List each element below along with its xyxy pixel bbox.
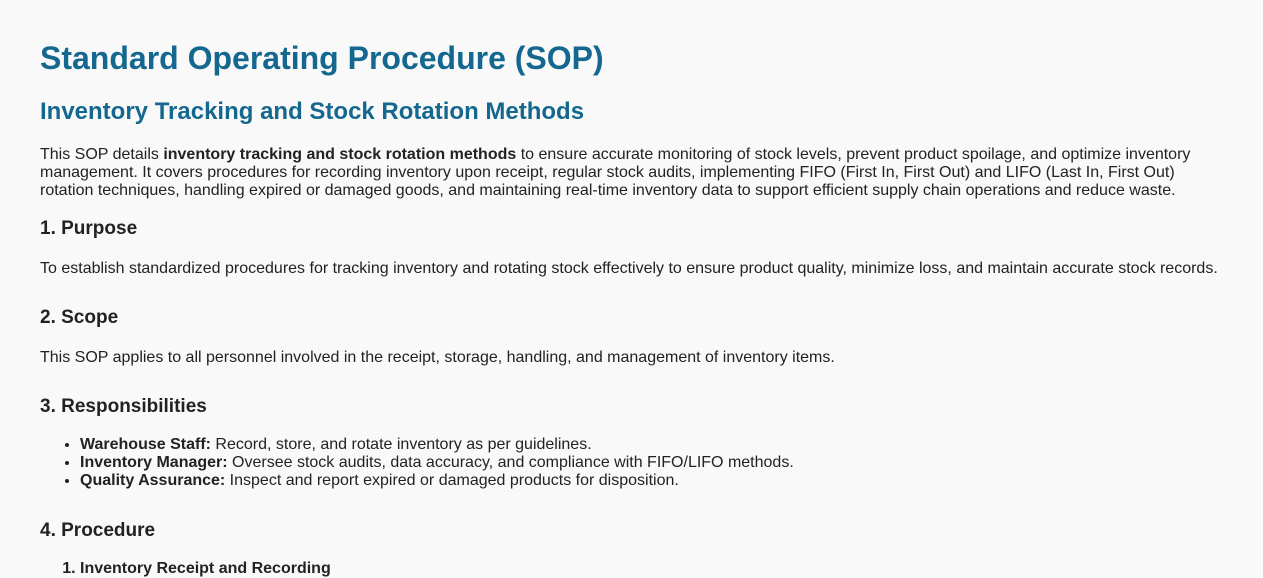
role-label: Warehouse Staff: — [80, 436, 211, 453]
responsibilities-heading: 3. Responsibilities — [40, 396, 207, 417]
list-item — [80, 436, 794, 454]
procedure-heading: 4. Procedure — [40, 520, 156, 541]
role-label: Inventory Manager: — [80, 454, 228, 471]
role-description: Record, store, and rotate inventory as per guidelines. — [210, 436, 592, 453]
intro-prefix: This SOP details — [40, 146, 164, 163]
role-description: Oversee stock audits, data accuracy, and compliance with FIFO/LIFO methods. — [227, 454, 794, 471]
list-item — [80, 454, 794, 472]
role-description: Inspect and report expired or damaged products for disposition. — [225, 472, 679, 489]
role-label: Quality Assurance: — [80, 472, 226, 489]
intro-paragraph — [40, 146, 1225, 200]
responsibilities-list — [40, 436, 794, 490]
purpose-heading: 1. Purpose — [40, 218, 138, 239]
page-subtitle: Inventory Tracking and Stock Rotation Methods — [40, 98, 585, 125]
scope-heading: 2. Scope — [40, 307, 119, 328]
scope-text: This SOP applies to all personnel involved in the receipt, storage, handling, and management of inventory items. — [40, 349, 835, 366]
procedure-list — [40, 560, 331, 578]
list-item — [80, 472, 794, 490]
page-title: Standard Operating Procedure (SOP) — [40, 40, 604, 76]
procedure-step: 1. Inventory Receipt and Recording — [80, 560, 331, 578]
purpose-text: To establish standardized procedures for tracking inventory and rotating stock effectively to ensure product quality, minimize loss, and maintain accurate stock records. — [40, 260, 1218, 277]
intro-suffix: to ensure accurate monitoring of stock levels, prevent product spoilage, and optimize inventory management. It covers procedures for recording inventory upon receipt, regular stock audits, implementing FIFO (First In, First Out) and LIFO (Last In, First Out) rotation techniques, handling expired or damaged goods, and maintaining real-time inventory data to support efficient supply chain operations and reduce waste. — [40, 146, 1191, 199]
intro-bold-phrase: inventory tracking and stock rotation methods — [163, 146, 517, 163]
